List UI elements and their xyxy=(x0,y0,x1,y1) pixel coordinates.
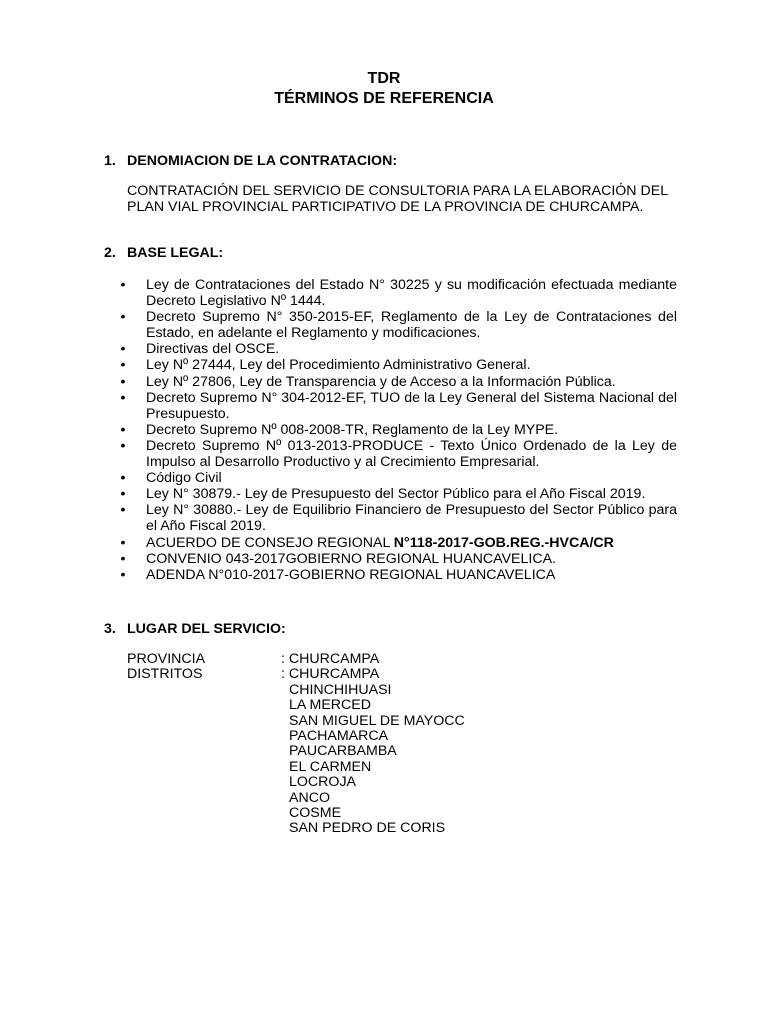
distrito-name: LOCROJA xyxy=(289,774,357,791)
bullet-icon: • xyxy=(120,389,126,406)
bullet-icon: • xyxy=(120,534,126,551)
provincia-value: : CHURCAMPA xyxy=(281,651,380,667)
section-1-heading xyxy=(104,153,397,169)
list-item xyxy=(117,422,677,438)
provincia-label: PROVINCIA xyxy=(127,651,206,667)
distrito-name: EL CARMEN xyxy=(289,758,372,775)
distrito-first: : CHURCAMPA xyxy=(281,666,380,683)
section-2-title: BASE LEGAL: xyxy=(127,245,224,261)
section-3-heading xyxy=(104,621,286,637)
list-item-text: Ley N° 30879.- Ley de Presupuesto del Sector Público para el Año Fiscal 2019. xyxy=(146,486,646,503)
list-item xyxy=(117,357,677,373)
distrito-name: ANCO xyxy=(289,789,330,806)
document-header xyxy=(0,69,768,109)
bullet-icon: • xyxy=(120,437,126,454)
bullet-icon: • xyxy=(120,470,126,487)
section-2-heading xyxy=(104,245,223,261)
bullet-icon: • xyxy=(120,566,126,583)
list-item xyxy=(117,374,677,390)
distrito-name: PACHAMARCA xyxy=(289,727,389,744)
list-item xyxy=(117,486,677,502)
section-3-title: LUGAR DEL SERVICIO: xyxy=(127,621,286,637)
section-3-number: 3. xyxy=(104,621,116,637)
bullet-icon: • xyxy=(120,341,126,358)
list-item-text: Decreto Supremo N° 350-2015-EF, Reglamento de la Ley de Contrataciones del Estado, en adelante el Reglamento y modificaciones. xyxy=(146,309,677,342)
list-item xyxy=(117,341,677,357)
section-1-number: 1. xyxy=(104,153,116,169)
list-item-text: Ley Nº 27806, Ley de Transparencia y de Acceso a la Información Pública. xyxy=(146,373,616,390)
list-item-text: ADENDA N°010-2017-GOBIERNO REGIONAL HUANCAVELICA xyxy=(146,566,556,583)
list-item-text: Código Civil xyxy=(146,470,222,487)
distrito-name: SAN PEDRO DE CORIS xyxy=(289,820,446,837)
list-item xyxy=(117,535,677,551)
section-1-line-1: CONTRATACIÓN DEL SERVICIO DE CONSULTORIA PARA LA ELABORACIÓN DEL xyxy=(127,183,669,199)
list-item xyxy=(117,438,677,470)
section-1-title: DENOMIACION DE LA CONTRATACION: xyxy=(127,153,398,169)
acuerdo-number: N°118-2017-GOB.REG.-HVCA/CR xyxy=(393,534,614,551)
list-item xyxy=(117,277,677,309)
section-1-text xyxy=(127,183,677,215)
list-item-text: CONVENIO 043-2017GOBIERNO REGIONAL HUANCAVELICA. xyxy=(146,550,556,567)
list-item-text: Decreto Supremo Nº 008-2008-TR, Reglamento de la Ley MYPE. xyxy=(146,421,559,438)
bullet-icon: • xyxy=(120,277,126,293)
bullet-icon: • xyxy=(120,486,126,503)
document-subtitle: TÉRMINOS DE REFERENCIA xyxy=(274,90,494,107)
bullet-icon: • xyxy=(120,309,126,326)
list-item xyxy=(117,567,677,583)
section-2-number: 2. xyxy=(104,245,116,261)
document-title: TDR xyxy=(367,70,401,87)
list-item-text: Decreto Supremo N° 304-2012-EF, TUO de la Ley General del Sistema Nacional del Presupuesto. xyxy=(146,389,677,422)
bullet-icon: • xyxy=(120,550,126,567)
list-item-text: Directivas del OSCE. xyxy=(146,341,280,358)
list-item-text: Ley Nº 27444, Ley del Procedimiento Administrativo General. xyxy=(146,357,531,374)
distrito-name: LA MERCED xyxy=(289,697,371,714)
list-item-text: Ley N° 30880.- Ley de Equilibrio Financiero de Presupuesto del Sector Público para el Año Fiscal 2019. xyxy=(146,502,677,535)
list-item xyxy=(117,502,677,534)
distrito-name: COSME xyxy=(289,804,342,821)
list-item-text: Decreto Supremo Nº 013-2013-PRODUCE - Texto Único Ordenado de la Ley de Impulso al Desarrollo Productivo y al Crecimiento Empresarial. xyxy=(146,437,677,471)
bullet-icon: • xyxy=(120,421,126,438)
list-item xyxy=(117,470,677,486)
list-item xyxy=(117,309,677,341)
distrito-name: CHINCHIHUASI xyxy=(289,681,392,698)
section-1-line-2: PLAN VIAL PROVINCIAL PARTICIPATIVO DE LA PROVINCIA DE CHURCAMPA. xyxy=(127,199,644,215)
distrito-name: PAUCARBAMBA xyxy=(289,743,397,760)
bullet-icon: • xyxy=(120,357,126,374)
bullet-icon: • xyxy=(120,373,126,390)
bullet-icon: • xyxy=(120,502,126,519)
acuerdo-prefix: ACUERDO DE CONSEJO REGIONAL xyxy=(146,534,394,551)
distritos-label: DISTRITOS xyxy=(127,666,203,683)
legal-basis-list xyxy=(117,277,677,583)
list-item xyxy=(117,390,677,422)
list-item-text: Ley de Contrataciones del Estado N° 30225 y su modificación efectuada mediante Decreto Legislativo Nº 1444. xyxy=(146,277,677,310)
list-item xyxy=(117,551,677,567)
distrito-name: SAN MIGUEL DE MAYOCC xyxy=(289,712,465,729)
